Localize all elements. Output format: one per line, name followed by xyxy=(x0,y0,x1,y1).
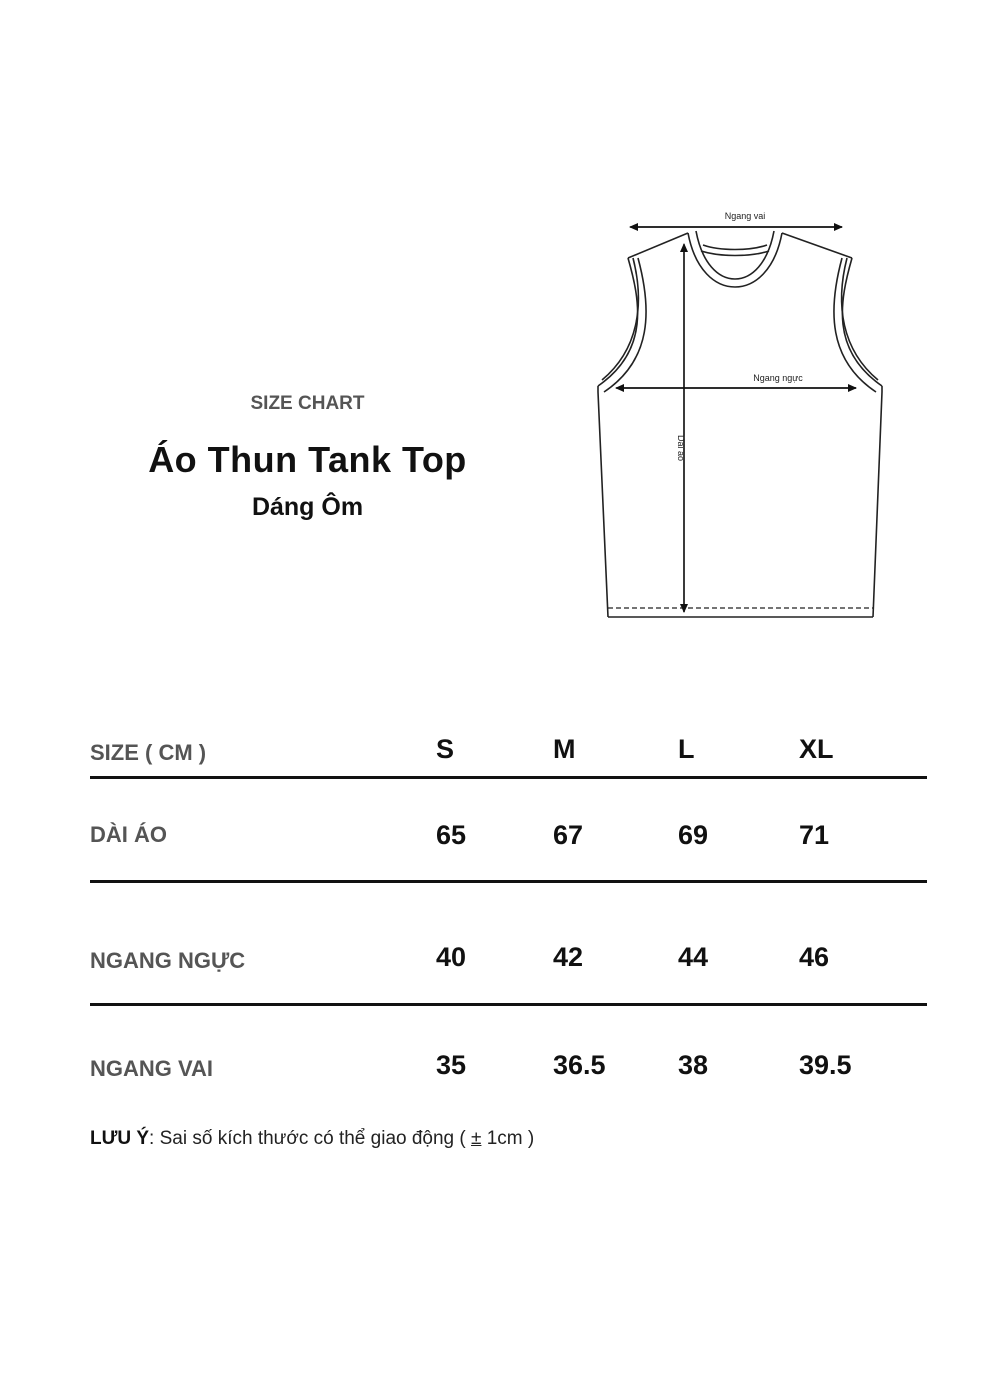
table-cell: 69 xyxy=(678,820,709,850)
tolerance-note xyxy=(90,1128,534,1150)
shoulder-label: Ngang vai xyxy=(724,211,766,221)
tank-top-diagram xyxy=(590,200,890,630)
note-prefix: LƯU Ý xyxy=(90,1128,150,1149)
size-column-s: S xyxy=(436,734,455,764)
size-column-l: L xyxy=(678,734,695,764)
table-cell: 35 xyxy=(436,1050,467,1080)
table-cell: 40 xyxy=(436,942,467,972)
table-cell: 71 xyxy=(799,820,830,850)
size-chart-eyebrow: SIZE CHART xyxy=(250,393,365,414)
note-tail: 1cm ) xyxy=(481,1128,535,1149)
plus-minus-symbol: ± xyxy=(471,1128,482,1149)
table-divider xyxy=(90,776,927,779)
table-cell: 39.5 xyxy=(799,1050,852,1080)
chest-label: Ngang ngực xyxy=(753,373,803,383)
tank-top-outline-icon xyxy=(590,200,890,630)
row-label-shoulder: NGANG VAI xyxy=(90,1056,214,1081)
row-label-length: DÀI ÁO xyxy=(90,822,167,847)
row-label-chest: NGANG NGỰC xyxy=(90,948,246,973)
product-title: Áo Thun Tank Top xyxy=(148,439,467,480)
table-cell: 36.5 xyxy=(553,1050,606,1080)
table-cell: 38 xyxy=(678,1050,709,1080)
fit-subtitle: Dáng Ôm xyxy=(251,493,364,521)
title-block xyxy=(140,390,475,524)
table-cell: 46 xyxy=(799,942,830,972)
table-divider xyxy=(90,1003,927,1006)
table-divider xyxy=(90,880,927,883)
size-column-xl: XL xyxy=(799,734,834,764)
length-label: Dài áo xyxy=(676,434,686,462)
table-cell: 42 xyxy=(553,942,584,972)
table-cell: 67 xyxy=(553,820,584,850)
size-unit-label: SIZE ( CM ) xyxy=(90,740,207,765)
size-column-m: M xyxy=(553,734,576,764)
note-text: Sai số kích thước có thể giao động ( xyxy=(154,1128,472,1149)
table-cell: 44 xyxy=(678,942,709,972)
table-cell: 65 xyxy=(436,820,467,850)
note-separator: : xyxy=(149,1128,155,1149)
